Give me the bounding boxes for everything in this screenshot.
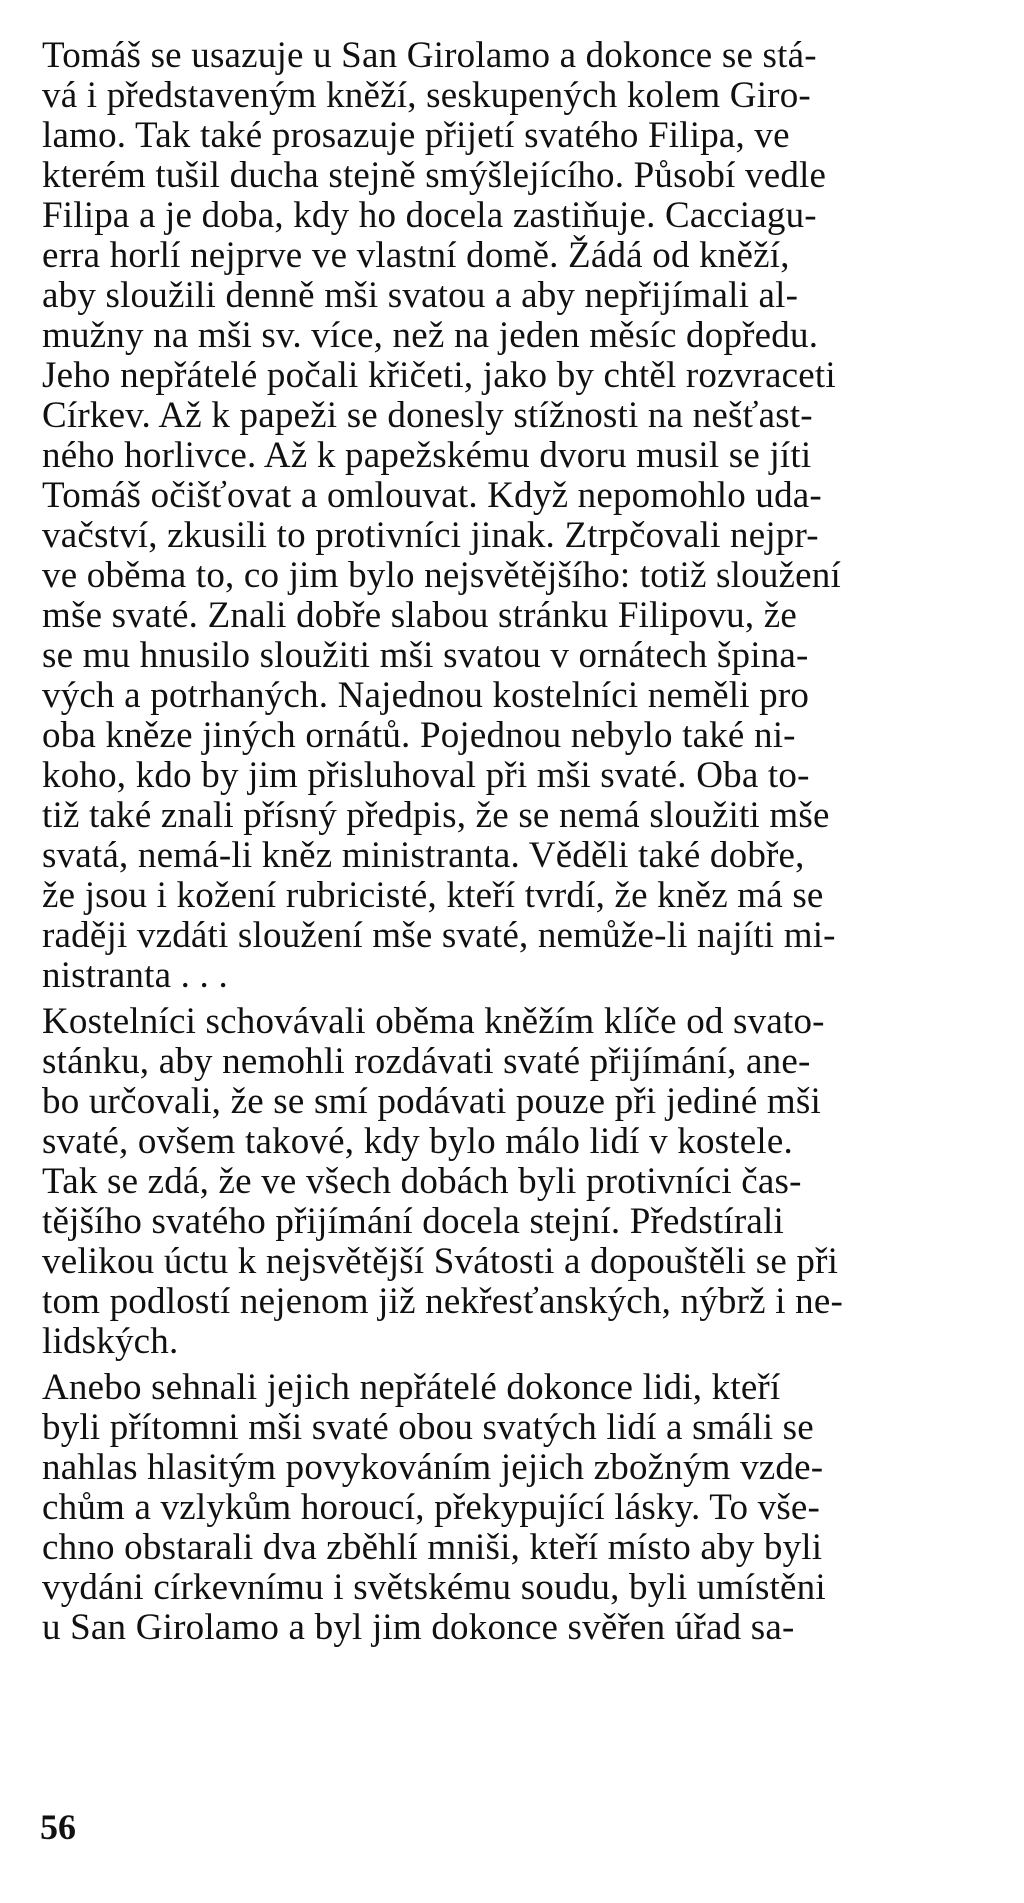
text-line: že jsou i kožení rubricisté, kteří tvrdí, že kněz má se xyxy=(42,875,824,916)
text-line: vá i představeným kněží, seskupených kolem Giro- xyxy=(42,75,811,116)
text-line: oba kněze jiných ornátů. Pojednou nebylo také ni- xyxy=(42,715,796,756)
text-line: chům a vzlykům horoucí, překypující lásky. To vše- xyxy=(42,1487,821,1528)
text-line: raději vzdáti sloužení mše svaté, nemůže-li najíti mi- xyxy=(42,915,836,956)
text-line: nistranta . . . xyxy=(42,955,228,996)
text-line: ve oběma to, co jim bylo nejsvětějšího: totiž sloužení xyxy=(42,555,841,596)
text-line: svatá, nemá-li kněz ministranta. Věděli také dobře, xyxy=(42,835,805,876)
text-line: mše svaté. Znali dobře slabou stránku Filipovu, že xyxy=(42,595,797,636)
text-line: vydáni církevnímu i světskému soudu, byli umístěni xyxy=(42,1567,826,1608)
text-line: aby sloužili denně mši svatou a aby nepřijímali al- xyxy=(42,275,799,316)
text-line: lidských. xyxy=(42,1321,179,1362)
text-line: se mu hnusilo sloužiti mši svatou v ornátech špina- xyxy=(42,635,809,676)
text-line: kterém tušil ducha stejně smýšlejícího. Působí vedle xyxy=(42,155,827,196)
text-line: u San Girolamo a byl jim dokonce svěřen úřad sa- xyxy=(42,1607,795,1648)
text-line: tom podlostí nejenom již nekřesťanských, nýbrž i ne- xyxy=(42,1281,843,1322)
text-line: erra horlí nejprve ve vlastní domě. Žádá od kněží, xyxy=(42,235,790,276)
text-line: mužny na mši sv. více, než na jeden měsíc dopředu. xyxy=(42,315,819,356)
text-line: Tomáš očišťovat a omlouvat. Když nepomohlo uda- xyxy=(42,475,822,516)
text-line: chno obstarali dva zběhlí mniši, kteří místo aby byli xyxy=(42,1527,823,1568)
text-line: tiž také znali přísný předpis, že se nemá sloužiti mše xyxy=(42,795,830,836)
text-line: Kostelníci schovávali oběma kněžím klíče od svato- xyxy=(42,1001,825,1042)
text-line: Tomáš se usazuje u San Girolamo a dokonce se stá- xyxy=(42,35,817,76)
text-line: byli přítomni mši svaté obou svatých lidí a smáli se xyxy=(42,1407,814,1448)
paragraph-1 xyxy=(42,36,982,996)
text-line: tějšího svatého přijímání docela stejní. Předstírali xyxy=(42,1201,785,1242)
text-line: lamo. Tak také prosazuje přijetí svatého Filipa, ve xyxy=(42,115,790,156)
text-line: bo určovali, že se smí podávati pouze při jediné mši xyxy=(42,1081,821,1122)
text-line: svaté, ovšem takové, kdy bylo málo lidí v kostele. xyxy=(42,1121,793,1162)
text-line: nahlas hlasitým povykováním jejich zbožným vzde- xyxy=(42,1447,824,1488)
paragraph-2 xyxy=(42,1002,982,1362)
text-line: Tak se zdá, že ve všech dobách byli protivníci čas- xyxy=(42,1161,802,1202)
text-line: Jeho nepřátelé počali křičeti, jako by chtěl rozvraceti xyxy=(42,355,836,396)
text-line: koho, kdo by jim přisluhoval při mši svaté. Oba to- xyxy=(42,755,810,796)
page-number: 56 xyxy=(40,1807,76,1847)
text-line: velikou úctu k nejsvětější Svátosti a dopouštěli se při xyxy=(42,1241,839,1282)
paragraph-3 xyxy=(42,1368,982,1648)
text-line: vých a potrhaných. Najednou kostelníci neměli pro xyxy=(42,675,810,716)
text-line: ného horlivce. Až k papežskému dvoru musil se jíti xyxy=(42,435,812,476)
text-line: stánku, aby nemohli rozdávati svaté přijímání, ane- xyxy=(42,1041,811,1082)
text-line: vačství, zkusili to protivníci jinak. Ztrpčovali nejpr- xyxy=(42,515,819,556)
text-line: Anebo sehnali jejich nepřátelé dokonce lidi, kteří xyxy=(42,1367,781,1408)
text-line: Filipa a je doba, kdy ho docela zastiňuje. Cacciagu- xyxy=(42,195,817,236)
body-text xyxy=(42,36,982,1648)
text-line: Církev. Až k papeži se donesly stížnosti na nešťast- xyxy=(42,395,813,436)
